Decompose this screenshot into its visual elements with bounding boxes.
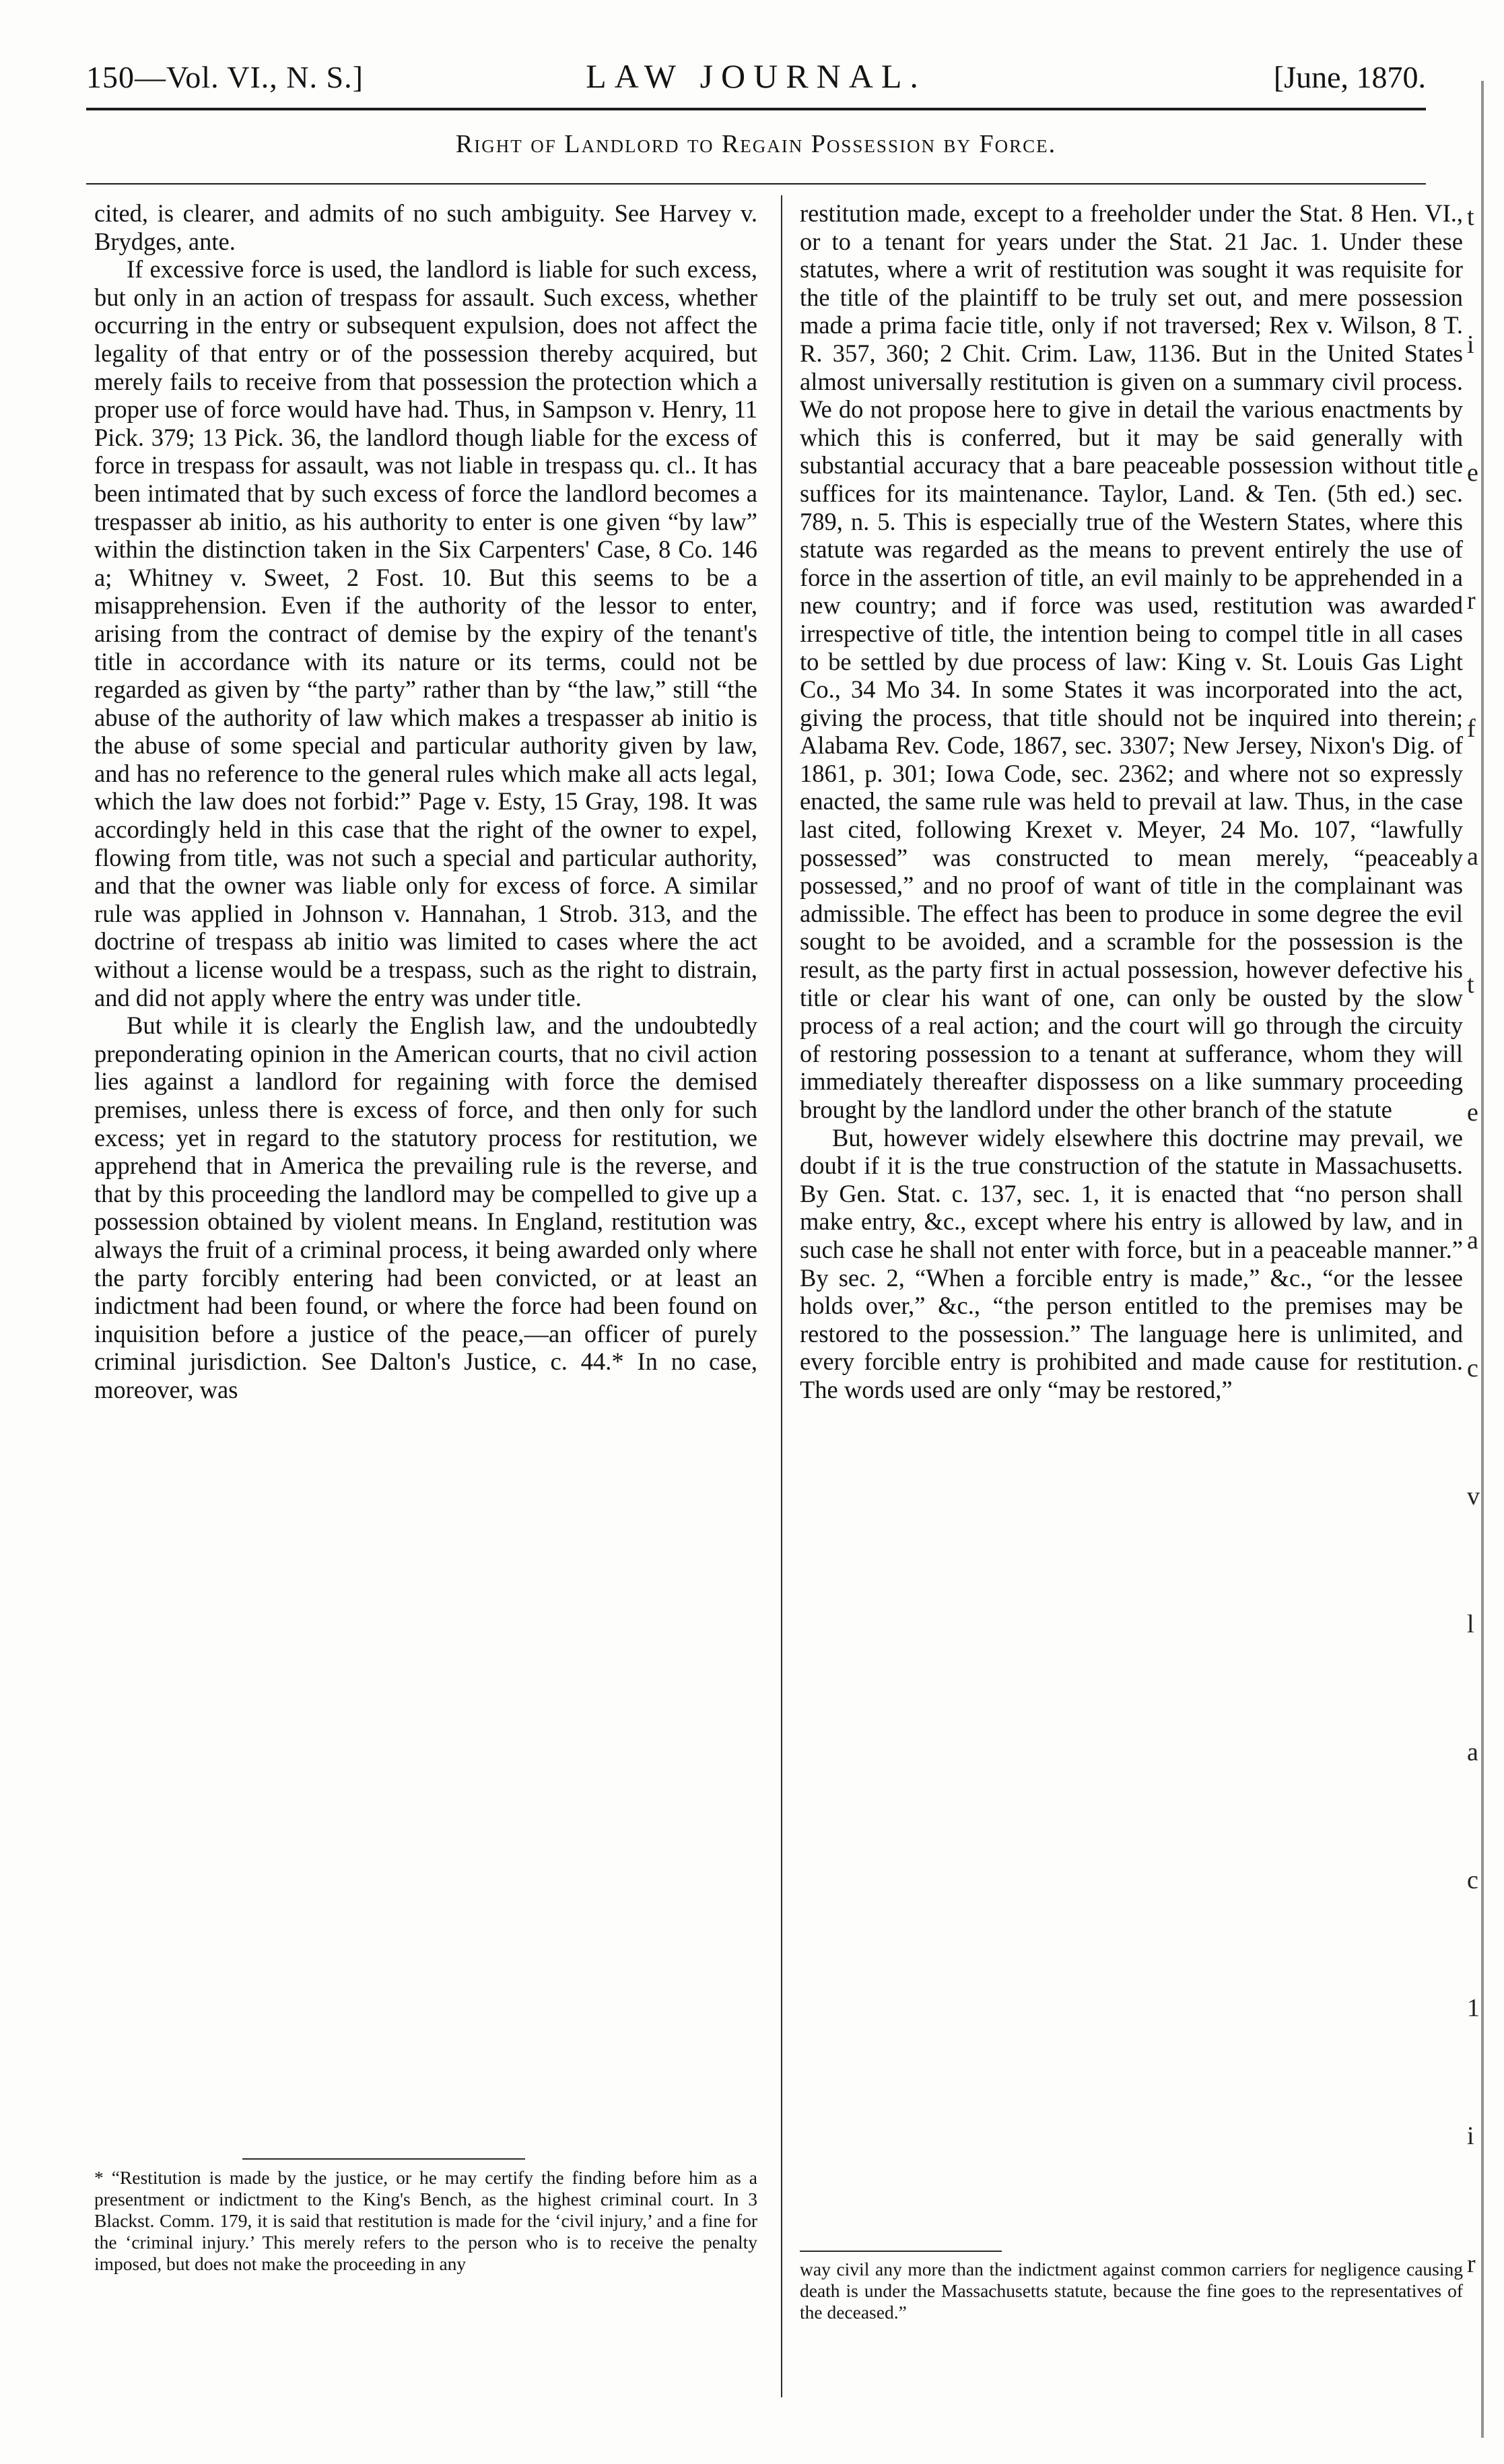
running-head (86, 50, 1426, 97)
margin-letter: i (1467, 2122, 1474, 2150)
left-paragraph-3: But while it is clearly the English law, and the undoubtedly preponderating opinion in the American courts, that no civil action lies against a landlord for regaining with force the demised premises, unless there is excess of force, and then only for such excess; yet in regard to the statutory process for restitution, we apprehend that in America the prevailing rule is the reverse, and that by this proceeding the landlord may be compelled to give up a possession obtained by violent means. In England, restitution was always the fruit of a criminal process, it being awarded only where the party forcibly entering had been convicted, or at least an indictment had been found, or where the force had been found on inquisition before a justice of the peace,—an officer of purely criminal jurisdiction. See Dalton's Justice, c. 44.* In no case, moreover, was (94, 1011, 757, 1403)
footnote-rule-right (800, 2251, 1002, 2252)
journal-title: LAW JOURNAL. (586, 57, 926, 95)
left-paragraph-1: cited, is clearer, and admits of no such ambiguity. See Harvey v. Brydges, ante. (94, 199, 757, 255)
adjacent-page-margin (1464, 202, 1491, 2424)
margin-letter: r (1467, 587, 1476, 615)
right-paragraph-2: But, however widely elsewhere this doctrine may prevail, we doubt if it is the true construction of the statute in Massachusetts. By Gen. Stat. c. 137, sec. 1, it is enacted that “no person shall make entry, &c., except where his entry is allowed by law, and in such case he shall not enter with force, but in a peaceable manner.” By sec. 2, “When a forcible entry is made,” &c., “or the lessee holds over,” &c., “the person entitled to the premises may be restored to the possession.” The language here is unlimited, and every forcible entry is prohibited and made cause for restitution. The words used are only “may be restored,” (800, 1123, 1463, 1403)
article-title: Right of Landlord to Regain Possession by Force. (455, 130, 1057, 158)
page-number-volume: 150—Vol. VI., N. S.] (86, 60, 364, 94)
margin-letter: l (1467, 1610, 1474, 1638)
margin-letter: c (1467, 1354, 1478, 1383)
margin-letter: a (1467, 1226, 1478, 1255)
margin-letter: t (1467, 203, 1474, 231)
header-rule (86, 108, 1426, 110)
left-paragraph-2: If excessive force is used, the landlord is liable for such excess, but only in an action of trespass for assault. Such excess, whether occurring in the entry or subsequent expulsion, does not affect the legality of that entry or of the possession thereby acquired, but merely fails to receive from that possession the protection which a proper use of force would have had. Thus, in Sampson v. Henry, 11 Pick. 379; 13 Pick. 36, the landlord though liable for the excess of force in trespass for assault, was not liable in trespass qu. cl.. It has been intimated that by such excess of force the landlord becomes a trespasser ab initio, as his authority to enter is one given “by law” within the distinction taken in the Six Carpenters' Case, 8 Co. 146 a; Whitney v. Sweet, 2 Fost. 10. But this seems to be a misapprehension. Even if the authority of the lessor to enter, arising from the contract of demise by the expiry of the tenant's title in accordance with its nature or its terms, could not be regarded as given by “the party” rather than by “the law,” still “the abuse of the authority of law which makes a trespasser ab initio is the abuse of some special and particular authority given by law, and has no reference to the general rules which make all acts legal, which the law does not forbid:” Page v. Esty, 15 Gray, 198. It was accordingly held in this case that the right of the owner to expel, flowing from title, was not such a special and particular authority, and that the owner was liable only for excess of force. A similar rule was applied in Johnson v. Hannahan, 1 Strob. 313, and the doctrine of trespass ab initio was limited to cases where the act without a license would be a trespass, such as the right to distrain, and did not apply where the entry was under title. (94, 255, 757, 1011)
margin-letter: a (1467, 1738, 1478, 1766)
right-paragraph-1: restitution made, except to a freeholder under the Stat. 8 Hen. VI., or to a tenant for years under the Stat. 21 Jac. 1. Under these statutes, where a writ of restitution was sought it was requisite for the title of the plaintiff to be truly set out, and mere possession made a prima facie title, only if not traversed; Rex v. Wilson, 8 T. R. 357, 360; 2 Chit. Crim. Law, 1136. But in the United States almost universally restitution is given on a summary civil process. We do not propose here to give in detail the various enactments by which this is conferred, but it may be said generally with substantial accuracy that a bare peaceable possession without title suffices for its maintenance. Taylor, Land. & Ten. (5th ed.) sec. 789, n. 5. This is especially true of the Western States, where this statute was regarded as the means to prevent entirely the use of force in the assertion of title, an evil mainly to be apprehended in a new country; and if force was used, restitution was awarded irrespective of title, the intention being to compel title in all cases to be settled by due process of law: King v. St. Louis Gas Light Co., 34 Mo 34. In some States it was incorporated into the act, giving the process, that title should not be inquired into therein; Alabama Rev. Code, 1867, sec. 3307; New Jersey, Nixon's Dig. of 1861, p. 301; Iowa Code, sec. 2362; and where not so expressly enacted, the same rule was held to prevail at law. Thus, in the case last cited, following Krexet v. Meyer, 24 Mo. 107, “lawfully possessed” was constructed to mean merely, “peaceably possessed,” and no proof of want of title in the complainant was admissible. The effect has been to produce in some degree the evil sought to be avoided, and a scramble for the possession is the result, as the party first in actual possession, however defective his title or clear his want of one, can only be ousted by the slow process of a real action; and the court will go through the circuity of restoring possession to a tenant at sufferance, whom they will immediately thereafter dispossess on a like summary proceeding brought by the landlord under the other branch of the statute (800, 199, 1463, 1123)
margin-letter: v (1467, 1482, 1480, 1510)
issue-date: [June, 1870. (1273, 60, 1426, 94)
footnote-rule-left (242, 2158, 525, 2160)
margin-letter: a (1467, 842, 1478, 871)
margin-letter: 1 (1467, 1994, 1480, 2022)
footnote-right: way civil any more than the indictment against common carriers for negligence causing death is under the Massachusetts statute, because the fine goes to the representatives of the deceased.” (800, 2259, 1463, 2323)
title-rule (86, 183, 1426, 185)
right-column (800, 199, 1463, 1404)
margin-letter: t (1467, 970, 1474, 999)
margin-letter: c (1467, 1866, 1478, 1894)
left-column (94, 199, 757, 1404)
footnote-left: * “Restitution is made by the justice, or he may certify the finding before him as a presentment or indictment to the King's Bench, as the highest criminal court. In 3 Blackst. Comm. 179, it is said that restitution is made for the ‘civil injury,’ and a fine for the ‘criminal injury.’ This merely refers to the person who is to receive the penalty imposed, but does not make the proceeding in any (94, 2167, 757, 2274)
margin-letter: f (1467, 714, 1476, 743)
margin-letter: r (1467, 2250, 1476, 2278)
margin-letter: e (1467, 1098, 1478, 1127)
margin-letter: i (1467, 331, 1474, 359)
column-divider (781, 195, 782, 2397)
margin-letter: e (1467, 459, 1478, 487)
